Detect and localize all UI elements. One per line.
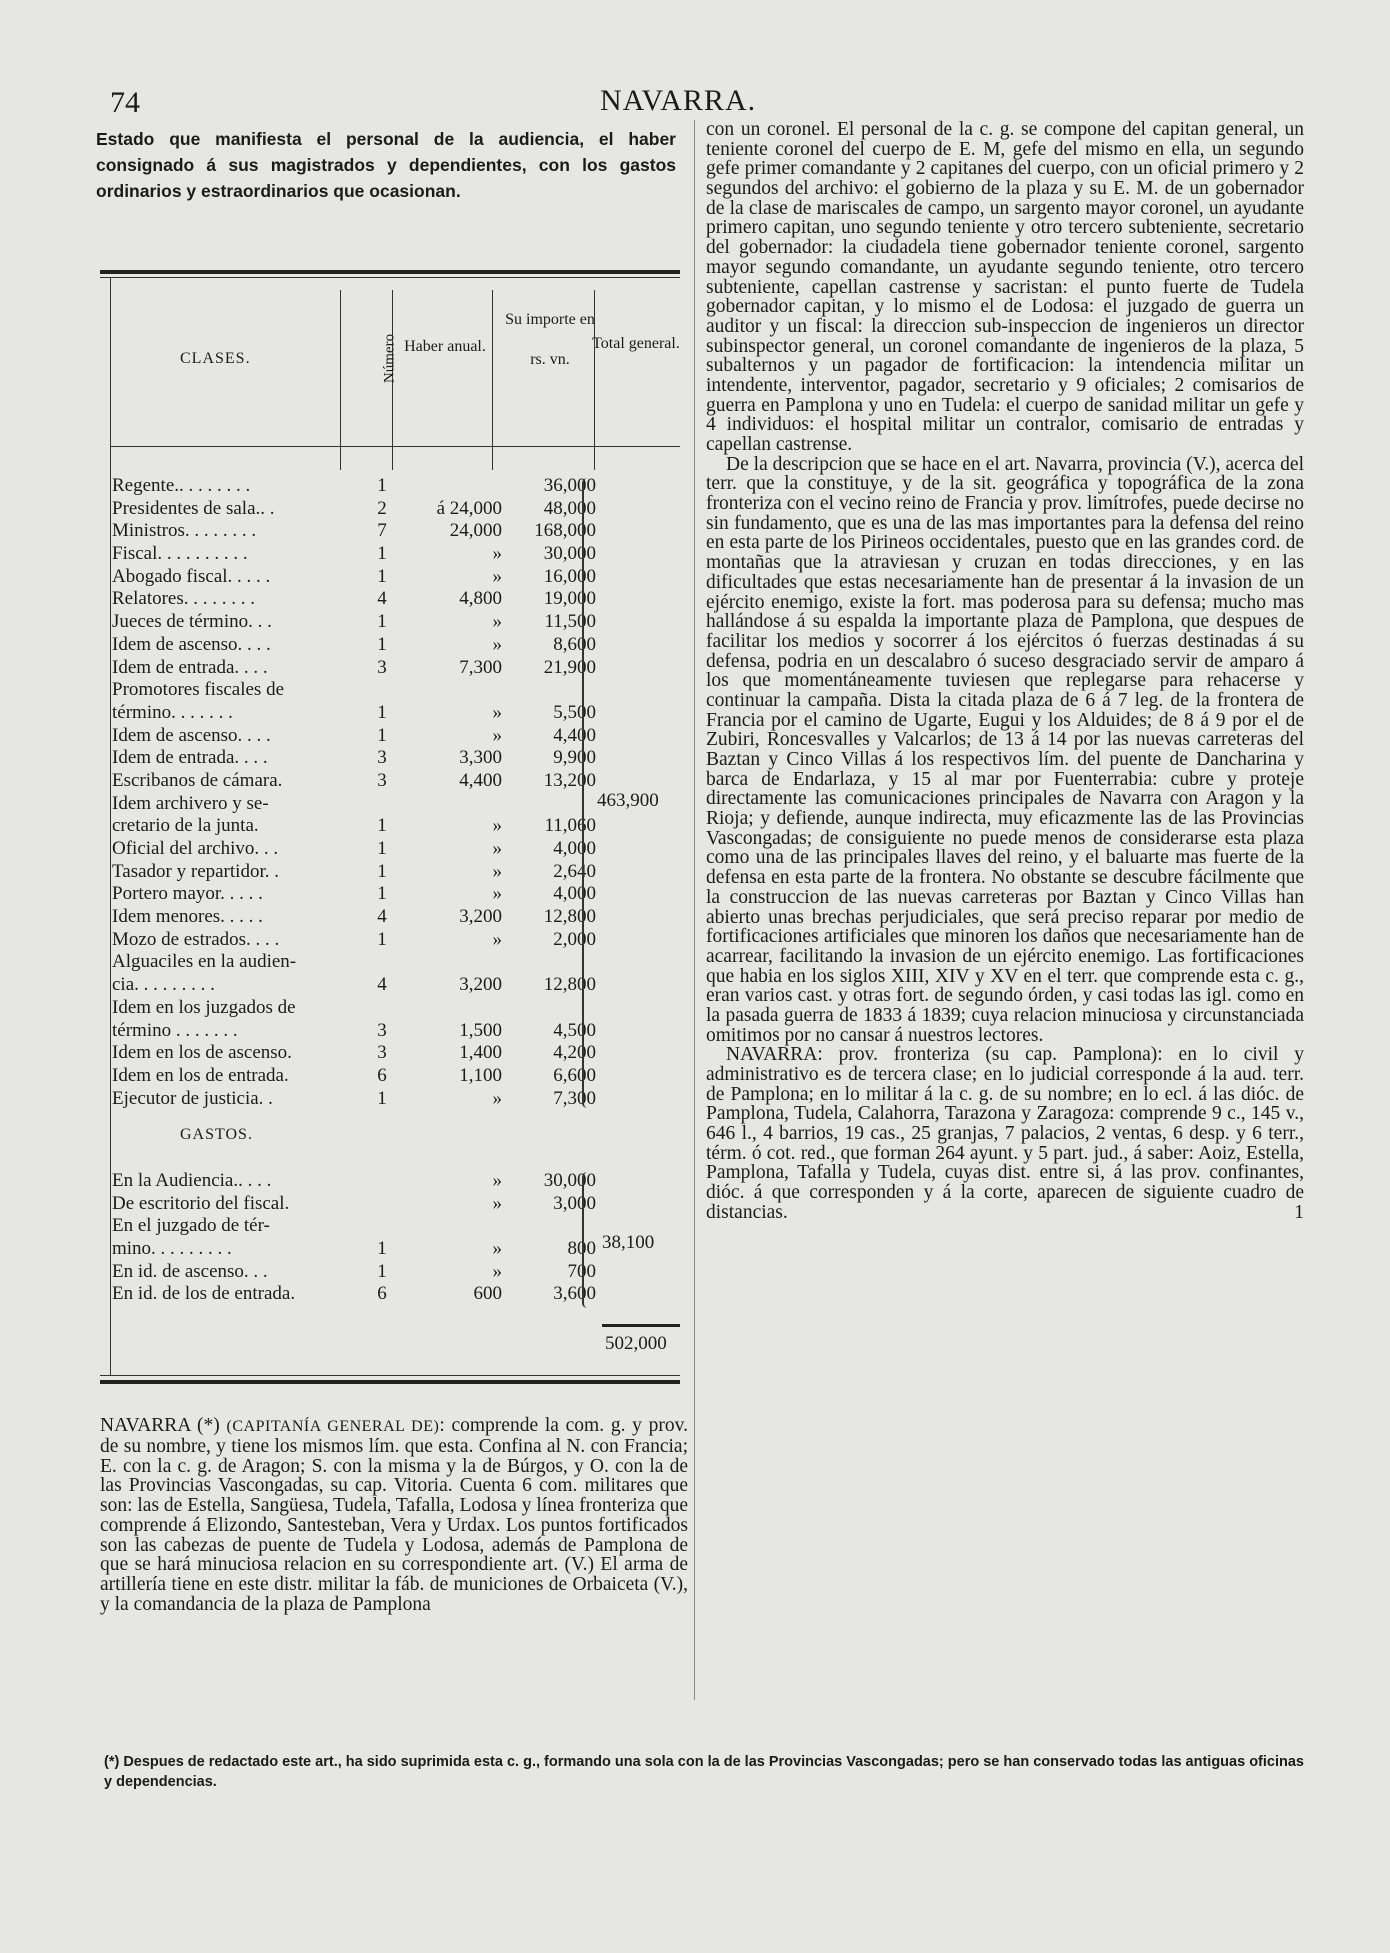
paragraph: De la descripcion que se hace en el art. Navarra, provincia (V.), acerca del terr. que la constituye, y de la sit. geográfica y topográfica de la zona fronteriza con el vecino reino de Francia y prov. limítrofes, puede decirse no sin fundamento, que es una de las mas importantes para la defensa del reino en esta parte de los Pirineos occidentales, puesto que en las grandes cord. de montañas que la atraviesan y cruzan en todas direcciones, y en las dificultades que estas necesariamente han de presentar á la invasion de un ejército enemigo, existe la fort. mas poderosa para su defensa; mucho mas hallándose á su espalda la importante plaza de Pamplona, que despues de facilitar los medios y socorrer á los ejércitos ó fuerzas destinadas á su defensa, podria en un descalabro ó suceso desgraciado servir de amparo á los que momentáneamente tuviesen que replegarse para rehacerse y continuar la campaña. Dista la citada plaza de 6 á 7 leg. de la frontera de Francia por el camino de Ugarte, Eugui y los Alduides; de 8 á 9 por el de Zubiri, Roncesvalles y Valcarlos; de 13 á 14 por las nuevas carreteras del Baztan y Cinco Villas á los respectivos lím. del puente de Dancharina y barca de Endarlaza, y 15 al mar por Fuenterrabia: cubre y proteje directamente las comunicaciones principales de Navarra con Aragon y la Rioja; y defiende, aunque indirecta, muy eficazmente las de las Provincias Vascongadas; de consiguiente no puede menos de considerarse esta plaza como una de las principales llaves del reino, y el baluarte mas fuerte de la defensa en esta parte de la frontera. No obstante se descubre fácilmente que la construccion de las nuevas carreteras por Baztan y Cinco Villas han abierto unas brechas perjudiciales, que será preciso reparar por medio de fortificaciones artificiales que minoren los daños que necesariamente han de acarrear, facilitando la invasion de un ejército enemigo. Las fortificaciones que habia en los siglos XIII, XIV y XV en el terr. que comprende esta c. g., eran varios cast. y otras fort. de segundo órden, y casi todas las igl. como en la pasada guerra de 1833 á 1839; cuya relacion minuciosa y circunstanciada omitimos por no cansar á nuestros lectores. (706, 453, 1304, 1046)
row-importe: 13,200 (543, 769, 596, 791)
row-number: 1 (377, 883, 387, 905)
row-haber: » (492, 1260, 502, 1282)
row-importe: 30,000 (543, 1170, 596, 1191)
paragraph (706, 1045, 1304, 1222)
table-row (112, 747, 682, 770)
table-row (112, 611, 682, 634)
row-label: Idem en los juzgados de (112, 996, 296, 1018)
running-head: NAVARRA. (600, 84, 757, 117)
row-label: Relatores. . . . . . . . (112, 588, 256, 610)
row-haber: » (492, 611, 502, 633)
row-number: 3 (377, 656, 387, 678)
row-label: término . . . . . . . (112, 1019, 238, 1041)
row-importe: 8,600 (553, 633, 596, 655)
row-haber: » (492, 724, 502, 746)
row-number: 1 (377, 724, 387, 746)
table-row (112, 861, 682, 884)
row-label: Idem menores. . . . . (112, 906, 263, 928)
row-importe: 800 (567, 1238, 596, 1260)
row-haber: 1,400 (459, 1042, 502, 1064)
table-row (112, 951, 682, 974)
row-number: 1 (377, 1238, 387, 1260)
row-haber: 3,200 (459, 974, 502, 996)
table-row (112, 929, 682, 952)
row-haber: » (492, 565, 502, 587)
footnote: (*) Despues de redactado este art., ha sido suprimida esta c. g., formando una sola con la de las Provincias Vascongadas; pero se han conservado todas las antiguas oficinas y dependencias. (104, 1754, 1304, 1790)
total-personal: 463,900 (597, 790, 659, 811)
row-label: Idem de ascenso. . . . (112, 633, 271, 655)
row-label: Presidentes de sala.. . (112, 497, 275, 519)
row-importe: 11,500 (544, 611, 596, 633)
row-label: cretario de la junta. (112, 815, 259, 837)
row-importe: 6,600 (553, 1064, 596, 1086)
row-importe: 4,400 (553, 724, 596, 746)
table-row (112, 634, 682, 657)
row-haber: á 24,000 (436, 497, 502, 519)
row-number: 1 (377, 611, 387, 633)
row-label: Mozo de estrados. . . . (112, 928, 280, 950)
row-label: Tasador y repartidor. . (112, 860, 279, 882)
article-lead-smallcaps: (CAPITANÍA GENERAL DE) (226, 1418, 440, 1435)
row-number: 3 (377, 769, 387, 791)
row-haber: 4,400 (459, 769, 502, 791)
row-importe: 2,000 (553, 928, 596, 950)
table-row (112, 657, 682, 680)
table-row (112, 475, 682, 498)
table-row (112, 997, 682, 1020)
row-number: 1 (377, 838, 387, 859)
row-haber: 3,300 (459, 747, 502, 769)
table-top-thin-rule (100, 277, 680, 278)
table-row (112, 974, 682, 997)
row-number: 1 (377, 860, 387, 882)
row-importe: 3,000 (553, 1192, 596, 1214)
row-importe: 2,640 (553, 860, 596, 882)
row-importe: 9,900 (553, 747, 596, 769)
row-label: Idem en los de ascenso. (112, 1042, 292, 1064)
header-total: Total general. (592, 335, 680, 352)
row-label: De escritorio del fiscal. (112, 1192, 290, 1214)
row-importe: 12,800 (543, 974, 596, 996)
row-number: 1 (377, 815, 387, 837)
table-row (112, 883, 682, 906)
row-label: Oficial del archivo. . . (112, 838, 279, 859)
header-haber: Haber anual. (404, 338, 486, 355)
row-number: 4 (377, 906, 387, 928)
article-lead: NAVARRA (*) (100, 1415, 220, 1436)
table-row (112, 1065, 682, 1088)
row-label: Ejecutor de justicia. . (112, 1087, 273, 1109)
row-label: Idem en los de entrada. (112, 1064, 289, 1086)
total-gastos: 38,100 (602, 1232, 655, 1253)
row-number: 1 (377, 543, 387, 565)
row-number: 2 (377, 497, 387, 519)
row-number: 4 (377, 588, 387, 610)
row-number: 3 (377, 747, 387, 769)
row-label: Alguaciles en la audien- (112, 951, 297, 973)
row-label: En la Audiencia.. . . . (112, 1170, 272, 1191)
row-haber: 7,300 (459, 656, 502, 678)
row-number: 1 (377, 633, 387, 655)
row-label: término. . . . . . . (112, 701, 233, 723)
table-row (112, 815, 682, 838)
row-haber: » (492, 860, 502, 882)
row-haber: 3,200 (459, 906, 502, 928)
row-importe: 12,800 (543, 906, 596, 928)
row-haber: » (492, 543, 502, 565)
row-haber: 1,500 (459, 1019, 502, 1041)
paragraph-text: NAVARRA: prov. fronteriza (su cap. Pamplona): en lo civil y administrativo es de tercera clase; en lo judicial corresponde á la aud. terr. de Pamplona; en lo militar á la c. g. de su nombre; en lo ecl. á las dióc. de Pamplona, Tudela, Calahorra, Tarazona y Zaragoza: comprende 9 c., 145 v., 646 l., 4 barrios, 19 cas., 25 granjas, 7 palacios, 2 ventas, 6 desp. y 6 terr., térm. ó cot. red., que forman 264 ayunt. y 5 part. jud., á saber: Aoiz, Estella, Pamplona, Tafalla y Tudela, cuyas dist. entre si, á las prov. confinantes, dióc. á que corresponden y á la corte, aparecen de siguiente cuadro de distancias. (706, 1044, 1304, 1223)
right-column-text (706, 120, 1304, 1223)
row-importe: 3,600 (553, 1283, 596, 1305)
row-label: Abogado fiscal. . . . . (112, 565, 271, 587)
header-rule (110, 446, 680, 447)
col-divider (492, 290, 493, 470)
table-row (112, 906, 682, 929)
column-rule (694, 120, 695, 1700)
row-number: 1 (377, 1260, 387, 1282)
row-label: mino. . . . . . . . . (112, 1238, 232, 1260)
row-importe: 16,000 (543, 565, 596, 587)
table-left-border (110, 278, 111, 1375)
row-label: Escribanos de cámara. (112, 769, 283, 791)
row-haber: » (492, 1170, 502, 1191)
row-label: Portero mayor. . . . . (112, 883, 263, 905)
row-number: 7 (377, 520, 387, 542)
row-importe: 700 (567, 1260, 596, 1282)
table-caption: Estado que manifiesta el personal de la audiencia, el haber consignado á sus magistrados y dependientes, con los gastos ordinarios y estraordinarios que ocasionan. (96, 129, 676, 201)
row-label: Ministros. . . . . . . . (112, 520, 257, 542)
row-label: Regente.. . . . . . . . (112, 475, 251, 496)
row-haber: » (492, 1087, 502, 1109)
row-haber: » (492, 928, 502, 950)
table-bottom-rule (100, 1380, 680, 1384)
table-row (112, 588, 682, 611)
table-row (112, 1170, 682, 1193)
row-label: Idem de entrada. . . . (112, 656, 268, 678)
row-number: 1 (377, 565, 387, 587)
row-label: Jueces de término. . . (112, 611, 272, 633)
gastos-rows (112, 1170, 682, 1306)
row-importe: 36,000 (543, 475, 596, 496)
row-label: En id. de ascenso. . . (112, 1260, 268, 1282)
table-row (112, 1193, 682, 1216)
table-row (112, 725, 682, 748)
row-haber: » (492, 633, 502, 655)
grand-total: 502,000 (605, 1333, 667, 1354)
row-number: 3 (377, 1019, 387, 1041)
table-row (112, 679, 682, 702)
header-importe: Su importe en rs. vn. (505, 311, 595, 368)
table-row (112, 1238, 682, 1261)
row-importe: 4,000 (553, 883, 596, 905)
row-label: Idem archivero y se- (112, 792, 269, 814)
row-label: cia. . . . . . . . . (112, 974, 215, 996)
col-divider (340, 290, 341, 470)
table-row (112, 498, 682, 521)
table-row (112, 1042, 682, 1065)
row-number: 1 (377, 701, 387, 723)
table-row (112, 1283, 682, 1306)
gastos-title: GASTOS. (180, 1126, 253, 1143)
left-column-text (100, 1416, 688, 1615)
row-label: Idem de ascenso. . . . (112, 724, 271, 746)
table-row (112, 838, 682, 861)
row-number: 6 (377, 1283, 387, 1305)
table-row (112, 520, 682, 543)
table-row (112, 702, 682, 725)
row-label: Promotores fiscales de (112, 679, 285, 701)
row-importe: 4,500 (553, 1019, 596, 1041)
row-number: 1 (377, 1087, 387, 1109)
article-body: : comprende la com. g. y prov. de su nombre, y tiene los mismos lím. que esta. Confina al N. con Francia; E. con la c. g. de Aragon; S. con la misma y la de Búrgos, y O. con la de las Provincias Vascongadas, su cap. Vitoria. Cuenta 6 com. militares que son: las de Estella, Sangüesa, Tudela, Tafalla, Lodosa y línea fronteriza que comprende á Elizondo, Santesteban, Vera y Urdax. Los puntos fortificados son las cabezas de puente de Tudela y Lodosa, además de Pamplona de que se hará minuciosa relacion en su correspondiente art. (V.) El arma de artillería tiene en este distr. militar la fáb. de municiones de Orbaiceta (V.), y la comandancia de la plaza de Pamplona (100, 1415, 689, 1615)
row-haber: » (492, 1238, 502, 1260)
row-importe: 19,000 (543, 588, 596, 610)
table-top-rule (100, 270, 680, 274)
row-label: En id. de los de entrada. (112, 1283, 296, 1305)
row-importe: 5,500 (553, 701, 596, 723)
table-bottom-thin-rule (100, 1375, 680, 1376)
sum-rule (602, 1324, 680, 1327)
row-number: 6 (377, 1064, 387, 1086)
total-brace (582, 478, 592, 1108)
paragraph: con un coronel. El personal de la c. g. se compone del capitan general, un teniente coronel del cuerpo de E. M, gefe del mismo en ella, un segundo gefe primer comandante y 2 capitanes del cuerpo, con un oficial primero y 2 segundos del archivo: el gobierno de la plaza y su E. M. de un gobernador de la clase de mariscales de campo, un sargento mayor coronel, un ayudante primero capitan, uno segundo teniente y otro tercero subteniente, secretario del gobernador: la ciudadela tiene gobernador teniente coronel, sargento mayor segundo comandante, un ayudante segundo teniente, otro tercero subteniente, capellan castrense y sacristan: el punto fuerte de Tudela gobernador capitan, y lo mismo el de Lodosa: el juzgado de guerra un auditor y un fiscal: la direccion sub-inspeccion de ingenieros un director subinspector general, un coronel comandante de ingenieros de la plaza, 5 subalternos y un pagador de fortificacion: la intendencia militar un intendente, interventor, pagador, secretario y 9 oficiales; 2 comisarios de guerra en Pamplona y uno en Tudela: el cuerpo de sanidad militar un gefe y 4 individuos: el hospital militar un contralor, comisario de entradas y capellan castrense. (706, 119, 1304, 455)
row-importe: 7,300 (553, 1087, 596, 1109)
table-row (112, 543, 682, 566)
row-haber: 24,000 (449, 520, 502, 542)
header-numero: Número (381, 333, 398, 384)
row-number: 1 (377, 475, 387, 496)
page-number: 74 (110, 86, 140, 119)
row-importe: 4,200 (553, 1042, 596, 1064)
table-row (112, 1215, 682, 1238)
header-clases: CLASES. (180, 350, 251, 367)
row-haber: » (492, 815, 502, 837)
row-number: 3 (377, 1042, 387, 1064)
gastos-brace (582, 1172, 592, 1308)
table-row (112, 1088, 682, 1111)
row-importe: 11,060 (544, 815, 596, 837)
row-importe: 21,900 (543, 656, 596, 678)
row-importe: 48,000 (543, 497, 596, 519)
row-label: En el juzgado de tér- (112, 1215, 270, 1237)
row-importe: 168,000 (534, 520, 596, 542)
row-number: 4 (377, 974, 387, 996)
row-haber: » (492, 1192, 502, 1214)
row-importe: 4,000 (553, 838, 596, 859)
table-row (112, 1020, 682, 1043)
row-label: Fiscal. . . . . . . . . . (112, 543, 248, 565)
row-haber: » (492, 838, 502, 859)
table-row (112, 566, 682, 589)
end-mark: 1 (1294, 1201, 1304, 1223)
row-number: 1 (377, 928, 387, 950)
table-row (112, 1261, 682, 1284)
row-haber: » (492, 883, 502, 905)
row-haber: 600 (473, 1283, 502, 1305)
row-importe: 30,000 (543, 543, 596, 565)
audiencia-table (100, 270, 680, 1388)
row-haber: 1,100 (459, 1064, 502, 1086)
row-haber: 4,800 (459, 588, 502, 610)
row-label: Idem de entrada. . . . (112, 747, 268, 769)
row-haber: » (492, 701, 502, 723)
